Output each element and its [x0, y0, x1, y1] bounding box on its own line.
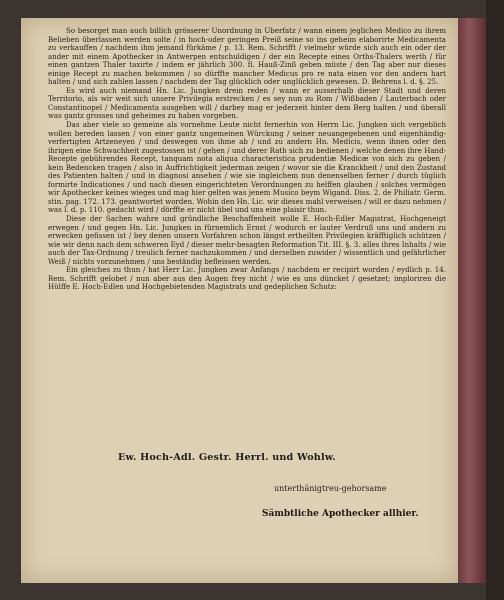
background-edge	[486, 0, 504, 600]
paragraph-1: So besorget man auch billich grösserer Unordnung in Uberfatz / wann einem jeglichen Medico zu ihrem Belieben überlassen werden solte / in hoch-oder geringen Preiß seine so ins geheim elaborirte Medicamenta zu verkauffen / nachdem ihm jemand fürkäme / p. 13. Rem. Schrifft / vielmehr würde sich auch ein oder der ander mit einem Apothecker in Antwerpen entschuldigen / der ein Recepte eines Orths-Thalers werth / für einen gantzen Thaler taxirte / indem er jährlich 300. fl. Hauß-Zinß geben müste / den Tag aber nur dieses einige Recept zu machen bekommen / so dürffte mancher Medicus pro re nata einen vor den andern hart halten / und sich zahlen lassen / nachdem der Tag glücklich oder unglücklich gewesen. D. Behrens l. d. §. 25.	[48, 26, 446, 87]
paragraph-2: Es wird auch niemand Hn. Lic. Jungken drein reden / wann er ausserhalb dieser Stadt und deren Territorio, als wir weit sich unsere Privilegia erstrecken / es sey nun zu Rom / Wißbaden / Lauterbach oder Constantinopel / Medicamenta ausgeben will / darbey mag er jederzeit hinter dem Berg halten / und überall was gantz grosses und geheimes zu haben vorgeben.	[48, 85, 446, 121]
binding-spine	[458, 18, 486, 583]
closing-salutation: Ew. Hoch-Adl. Gestr. Herrl. und Wohlw.	[118, 452, 336, 463]
signature-line-1: unterthänigtreu-gehorsame	[274, 484, 387, 493]
paragraph-3: Das aber viele so gemeine als vornehme Leute nicht fernerhin von Herrn Lic. Jungken sich vergeblich wollen bereden lassen / von einer gantz ungemeinen Würckung / seiner neuangegebenen und eigenhändig-verfertigten Artzeneyen / und deswegen von ihme ab / und zu andern Hn. Medicis, wenn ihnen oder den ihrigen eine Schwachheit zugestossen ist / gehen / und derer Rath sich zu bedienen / welche denen ihre Hand-Recepte gebührendes Recept, tanquam nota aliqua characteristica prudentiæ Medicæ von sich zu geben / kein Bedencken tragen / also in Auffrichtigkeit jederman zeigen / wovor sie die Kranckheit / und den Zustand des Patienten halten / und in diagnosi ansehen / wie sie ingleichem nun denenselben ferner / durch tüglich formirte Indicationes / und nach diesen eingerichteten Verordnungen zu helffen glauben / solches vermögen wir Apothecker keines wieges und mag hier gelten was jenem Musico beym Wigand. Diss. 2. de Philiatr. Germ. stin. pag. 172. 173. geantwortet worden. Wohin den Hn. Lic. wir dieses mahl verweisen / will er dazu nehmen / was l. d. p. 110. gedacht wird / dörffte er nicht übel und uns eine plaisir thun.	[48, 120, 446, 215]
signature-line-2: Sämbtliche Apothecker allhier.	[262, 509, 419, 519]
document-body	[48, 27, 446, 292]
paragraph-4: Diese der Sachen wahre und gründliche Beschaffenheit wolle E. Hoch-Edler Magistrat, Hochgeneigt erwegen / und gegen Hn. Lic. Jungken in fürnemlich Ernst / wodurch er lauter Verdruß uns und andern zu erwecken gefissen ist / bey denen unsern Vorfahren schon längst ertheilten Privilegien kräfftiglich schützen / wie wir denn nach dem schweren Eyd / dieser mehr-besagten Reformation Tit. III. §. 3. alles ihres Inhalts / wie auch der Tax-Ordnung / treulich ferner nachzukommen / und derselben zuwider / wissentlich und gefährlicher Weiß / nichts vorzunehmen / uns beständig befleissen werden.	[48, 214, 446, 266]
paragraph-5: Ein gleiches zu thun / hat Herr Lic. Jungken zwar Anfangs / nachdem er recipirt worden / eydlich p. 14. Rem. Schrifft gelobet / nun aber aus den Augen frey nicht / wie es uns düncket / gesetzet; imploriren die Hülffe E. Hoch-Edlen und Hochgebietenden Magistrats und gedeplichen Schutz:	[48, 265, 446, 292]
